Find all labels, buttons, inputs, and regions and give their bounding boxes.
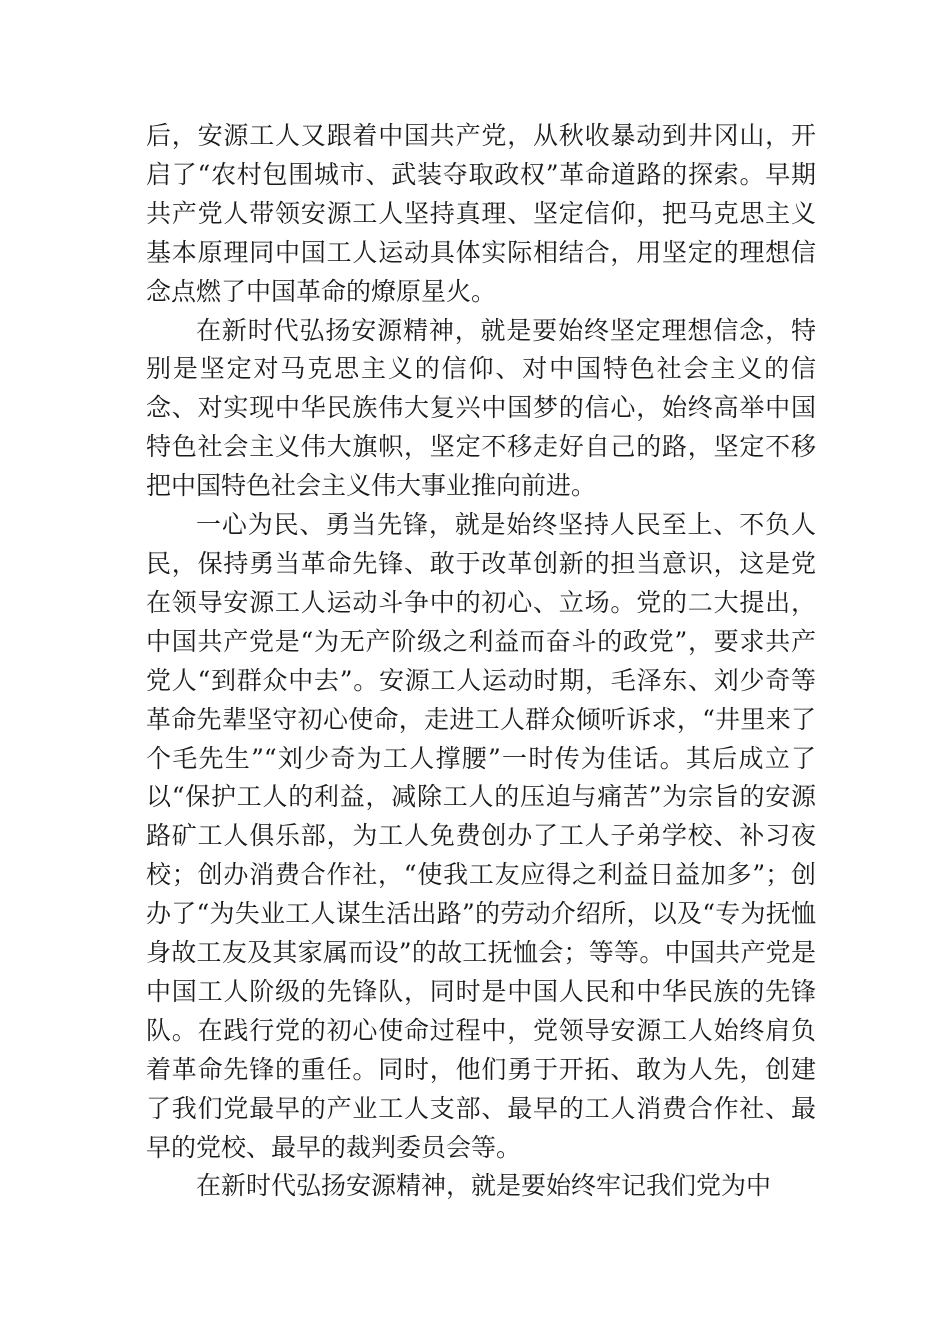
body-text xyxy=(146,117,816,1206)
paragraph-1: 后，安源工人又跟着中国共产党，从秋收暴动到井冈山，开启了“农村包围城市、武装夺取政权”革命道路的探索。早期共产党人带领安源工人坚持真理、坚定信仰，把马克思主义基本原理同中国工人运动具体实际相结合，用坚定的理想信念点燃了中国革命的燎原星火。 xyxy=(146,121,816,306)
paragraph-2: 在新时代弘扬安源精神，就是要始终坚定理想信念，特别是坚定对马克思主义的信仰、对中国特色社会主义的信念、对实现中华民族伟大复兴中国梦的信心，始终高举中国特色社会主义伟大旗帜，坚定不移走好自己的路，坚定不移把中国特色社会主义伟大事业推向前进。 xyxy=(146,315,816,501)
paragraph-4: 在新时代弘扬安源精神，就是要始终牢记我们党为中 xyxy=(196,1171,772,1201)
paragraph-3: 一心为民、勇当先锋，就是始终坚持人民至上、不负人民，保持勇当革命先锋、敢于改革创新的担当意识，这是党在领导安源工人运动斗争中的初心、立场。党的二大提出，中国共产党是“为无产阶级之利益而奋斗的政党”，要求共产党人“到群众中去”。安源工人运动时期，毛泽东、刘少奇等革命先辈坚守初心使命，走进工人群众倾听诉求，“井里来了个毛先生”“刘少奇为工人撑腰”一时传为佳话。其后成立了以“保护工人的利益，减除工人的压迫与痛苦”为宗旨的安源路矿工人俱乐部，为工人免费创办了工人子弟学校、补习夜校；创办消费合作社，“使我工友应得之利益日益加多”；创办了“为失业工人谋生活出路”的劳动介绍所，以及“专为抚恤身故工友及其家属而设”的故工抚恤会；等等。中国共产党是中国工人阶级的先锋队，同时是中国人民和中华民族的先锋队。在践行党的初心使命过程中，党领导安源工人始终肩负着革命先锋的重任。同时，他们勇于开拓、敢为人先，创建了我们党最早的产业工人支部、最早的工人消费合作社、最早的党校、最早的裁判委员会等。 xyxy=(146,510,816,1162)
